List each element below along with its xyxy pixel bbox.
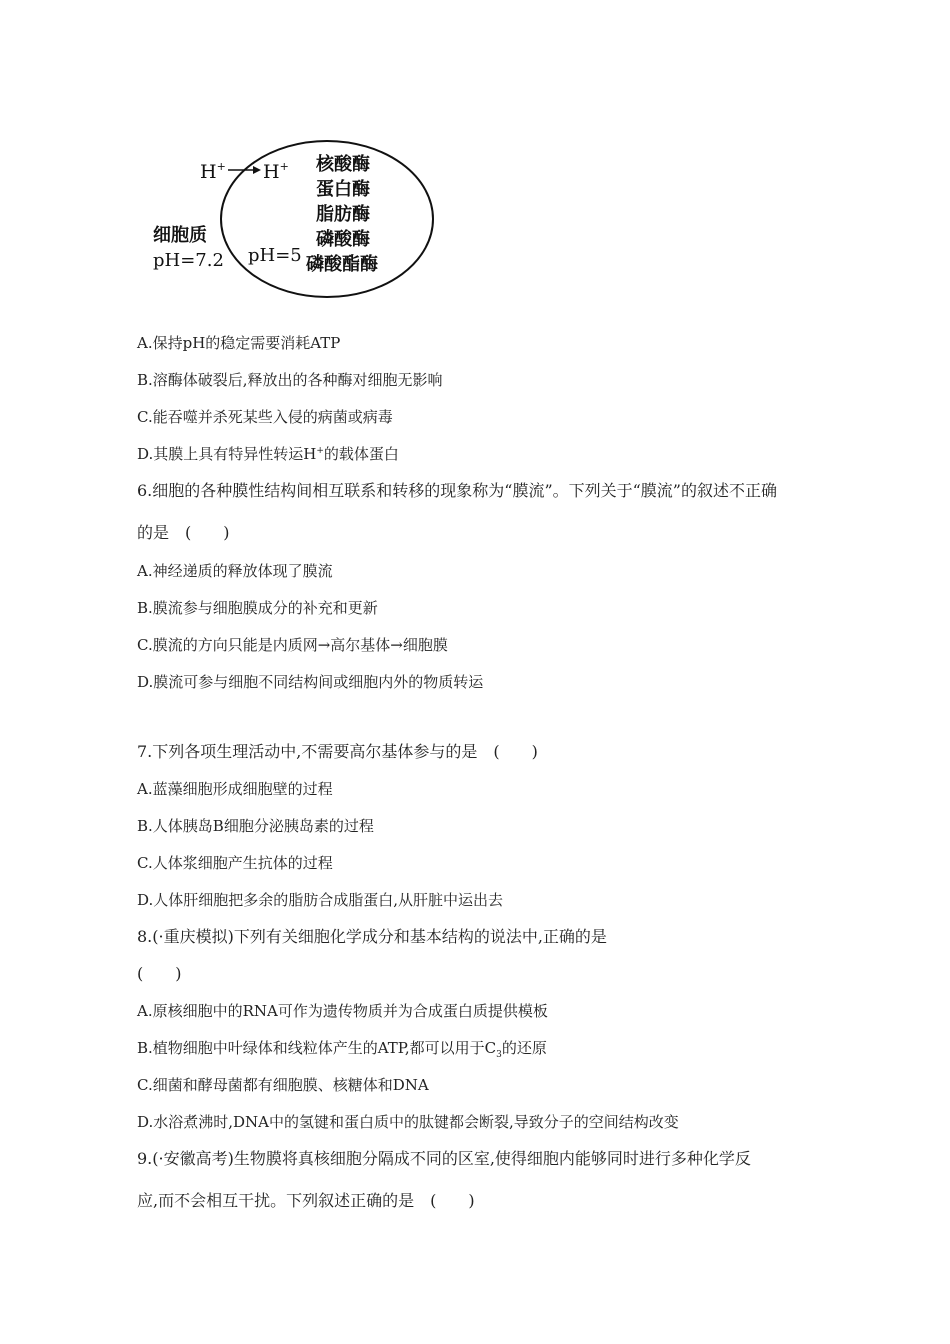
q7-stem: 7.下列各项生理活动中,不需要高尔基体参与的是 ( ) (137, 742, 538, 761)
lysosome-diagram (145, 130, 445, 305)
q5-option-d: D.其膜上具有特异性转运H+的载体蛋白 (137, 445, 399, 463)
q5-option-b: B.溶酶体破裂后,释放出的各种酶对细胞无影响 (137, 371, 443, 389)
h-ion-inside: H+ (263, 160, 289, 183)
enzyme-label: 蛋白酶 (316, 179, 370, 200)
enzyme-label: 磷酸酶 (316, 229, 370, 250)
q5-option-a: A.保持pH的稳定需要消耗ATP (137, 334, 341, 352)
q7-option-c: C.人体浆细胞产生抗体的过程 (137, 854, 333, 872)
q6-option-a: A.神经递质的释放体现了膜流 (137, 562, 333, 580)
lysosome-svg (145, 130, 445, 305)
q8-option-b: B.植物细胞中叶绿体和线粒体产生的ATP,都可以用于$C_3$的还原 (137, 1039, 547, 1060)
q8-option-d: D.水浴煮沸时,DNA中的氢键和蛋白质中的肽键都会断裂,导致分子的空间结构改变 (137, 1113, 679, 1131)
cytoplasm-ph: pH=7.2 (153, 250, 224, 271)
q9-stem-line2: 应,而不会相互干扰。下列叙述正确的是 ( ) (137, 1191, 475, 1210)
q7-option-b: B.人体胰岛B细胞分泌胰岛素的过程 (137, 817, 374, 835)
cytoplasm-label: 细胞质 (153, 225, 207, 246)
q6-option-c: C.膜流的方向只能是内质网→高尔基体→细胞膜 (137, 636, 448, 654)
q9-stem-line1: 9.(·安徽高考)生物膜将真核细胞分隔成不同的区室,使得细胞内能够同时进行多种化学反 (137, 1149, 751, 1168)
q8-stem-line2: ( ) (137, 964, 182, 983)
q7-option-a: A.蓝藻细胞形成细胞壁的过程 (137, 780, 333, 798)
arrow-head-icon (253, 166, 261, 174)
enzyme-label: 磷酸酯酶 (306, 254, 378, 275)
q6-option-b: B.膜流参与细胞膜成分的补充和更新 (137, 599, 378, 617)
q8-option-a: A.原核细胞中的RNA可作为遗传物质并为合成蛋白质提供模板 (137, 1002, 548, 1020)
h-ion-outside: H+ (200, 160, 226, 183)
q7-option-d: D.人体肝细胞把多余的脂肪合成脂蛋白,从肝脏中运出去 (137, 891, 504, 909)
enzyme-label: 核酸酶 (316, 154, 370, 175)
q6-stem-line1: 6.细胞的各种膜性结构间相互联系和转移的现象称为“膜流”。下列关于“膜流”的叙述不正确 (137, 481, 777, 500)
q8-option-c: C.细菌和酵母菌都有细胞膜、核糖体和DNA (137, 1076, 429, 1094)
lysosome-ph: pH=5 (248, 245, 302, 266)
q6-option-d: D.膜流可参与细胞不同结构间或细胞内外的物质转运 (137, 673, 484, 691)
enzyme-label: 脂肪酶 (316, 204, 370, 225)
q5-option-c: C.能吞噬并杀死某些入侵的病菌或病毒 (137, 408, 393, 426)
q8-stem-line1: 8.(·重庆模拟)下列有关细胞化学成分和基本结构的说法中,正确的是 (137, 927, 607, 946)
q6-stem-line2: 的是 ( ) (137, 523, 230, 542)
